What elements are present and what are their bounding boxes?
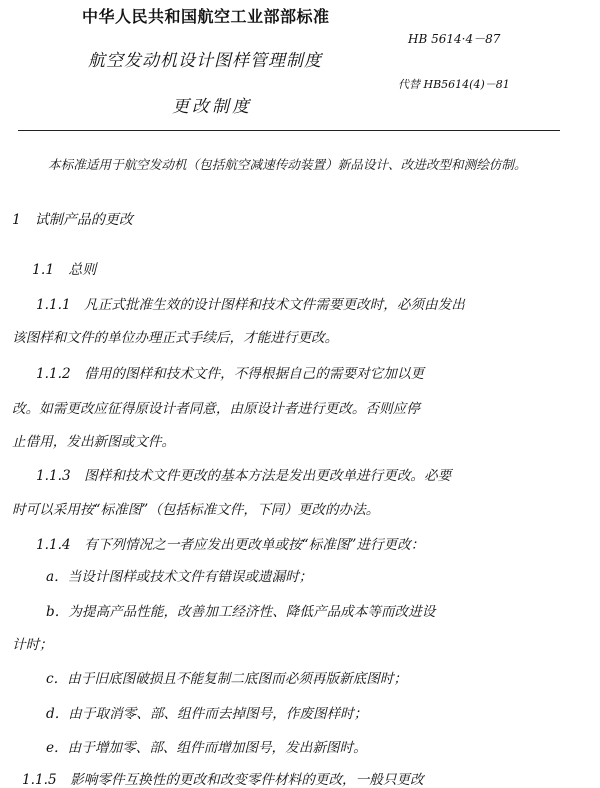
list-item: a．当设计图样或技术文件有错误或遗漏时； [46,569,313,585]
section-heading: 1 试制产品的更改 [12,212,133,228]
standard-number: HB 5614·4－87 [408,32,501,46]
issuing-organization: 中华人民共和国航空工业部部标准 [82,7,330,26]
body-line: 计时； [12,637,53,653]
body-line: 止借用，发出新图或文件。 [12,434,176,450]
replaces-standard: 代替 HB5614(4)－81 [398,78,510,91]
list-item: e．由于增加零、部、组件而增加图号，发出新图时。 [46,740,367,756]
body-line: 1.1.3 图样和技术文件更改的基本方法是发出更改单进行更改。必要 [36,468,452,484]
list-item: c．由于旧底图破损且不能复制二底图而必须再版新底图时； [46,671,408,687]
body-line: 1.1.5 影响零件互换性的更改和改变零件材料的更改，一般只更改 [22,772,424,788]
body-line: 1.1.4 有下列情况之一者应发出更改单或按“标准图”进行更改： [36,537,425,553]
body-line: 改。如需更改应征得原设计者同意，由原设计者进行更改。否则应停 [12,401,420,417]
subsection-heading: 1.1 总则 [32,262,97,278]
document-subtitle: 更改制度 [172,97,252,117]
document-title: 航空发动机设计图样管理制度 [88,51,322,71]
body-line: 1.1.2 借用的图样和技术文件，不得根据自己的需要对它加以更 [36,366,425,382]
scope-statement: 本标准适用于航空发动机（包括航空减速传动装置）新品设计、改进改型和测绘仿制。 [48,157,527,172]
header-divider [18,130,560,131]
list-item: b．为提高产品性能，改善加工经济性、降低产品成本等而改进设 [46,604,436,620]
body-line: 该图样和文件的单位办理正式手续后，才能进行更改。 [12,330,339,346]
list-item: d．由于取消零、部、组件而去掉图号，作废图样时； [46,706,368,722]
body-line: 时可以采用按“标准图”（包括标准文件，下同）更改的办法。 [12,502,380,518]
body-line: 1.1.1 凡正式批准生效的设计图样和技术文件需要更改时，必须由发出 [36,297,465,313]
